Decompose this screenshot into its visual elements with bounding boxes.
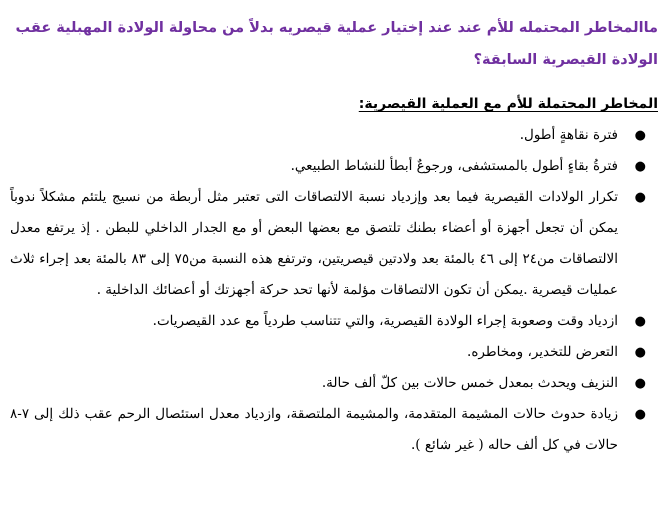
list-item-text: النزيف ويحدث بمعدل خمس حالات بين كلّ ألف حالة. xyxy=(321,375,618,391)
question-heading: ماالمخاطر المحتمله للأم عند عند إختيار عملية قيصريه بدلاً من محاولة الولادة المهبلية عقب الولادة القيصرية السابقة؟ xyxy=(15,20,658,68)
list-item-text: تكرار الولادات القيصرية فيما بعد وإزدياد نسبة الالتصاقات التى تعتبر مثل أربطة من نسيج يلتئم مشكلاً ندوباً يمكن أن تجعل أجهزة أو أعضاء بطنك تلتصق مع بعضها البعض أو مع الجدار الداخلي للبطن . إذ يرتفع معدل الالتصاقات من٢٤ إلى ٤٦ بالمئة بعد ولادتين قيصريتين، وترتفع هذه النسبة من٧٥ إلى ٨٣ بالمئة بعد إجراء ثلاث عمليات قيصرية .يمكن أن تكون الالتصاقات مؤلمة لأنها تحد حركة أجهزتك أو أعضائك الداخلية . xyxy=(10,189,618,298)
list-item xyxy=(10,120,658,151)
bullet-icon: ● xyxy=(634,159,646,174)
section-title: المخاطر المحتملة للأم مع العملية القيصرية: xyxy=(358,96,658,112)
list-item xyxy=(10,368,658,399)
list-item-text: التعرض للتخدير، ومخاطره. xyxy=(467,344,618,360)
list-item xyxy=(10,399,658,461)
risk-list xyxy=(10,120,658,461)
list-item-text: فترةُ بقاءٍ أطول بالمستشفى، ورجوعٌ أبطأ للنشاط الطبيعي. xyxy=(290,158,618,174)
list-item-text: ازدياد وقت وصعوبة إجراء الولادة القيصرية، والتي تتناسب طردياً مع عدد القيصريات. xyxy=(152,313,618,329)
bullet-icon: ● xyxy=(634,345,646,360)
bullet-icon: ● xyxy=(634,407,646,422)
bullet-icon: ● xyxy=(634,314,646,329)
bullet-icon: ● xyxy=(634,190,646,205)
bullet-icon: ● xyxy=(634,128,646,143)
list-item xyxy=(10,151,658,182)
list-item-text: فترة نقاهةٍ أطول. xyxy=(519,127,618,143)
list-item xyxy=(10,306,658,337)
list-item xyxy=(10,337,658,368)
list-item-text: زيادة حدوث حالات المشيمة المتقدمة، والمشيمة الملتصقة، وازدياد معدل استئصال الرحم عقب ذلك إلى ٧-٨ حالات في كل ألف حاله ( غير شائع ). xyxy=(10,406,618,453)
bullet-icon: ● xyxy=(634,376,646,391)
list-item xyxy=(10,182,658,306)
